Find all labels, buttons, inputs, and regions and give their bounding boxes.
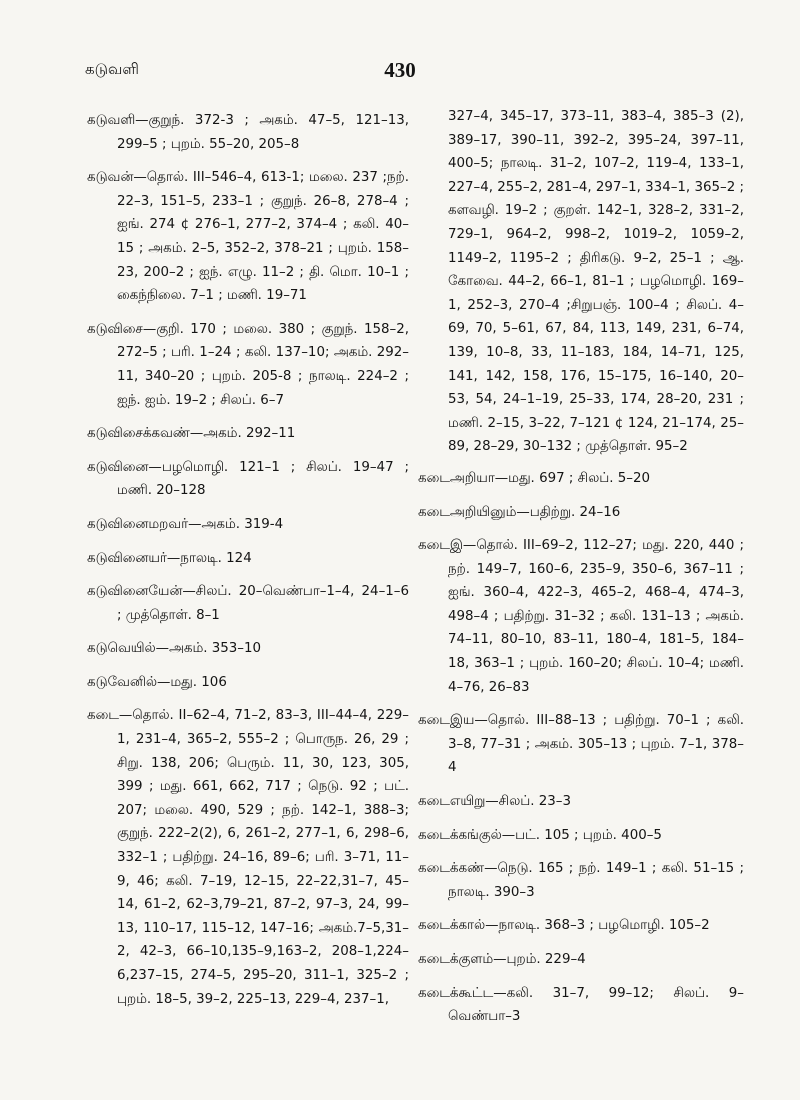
- index-entry: [87, 318, 409, 412]
- index-entry: [418, 982, 744, 1029]
- entry-headword: கடுவிசைக்கவண்: [87, 426, 190, 442]
- right-column: [418, 105, 744, 1039]
- index-entry: [87, 547, 409, 571]
- entry-headword: கடைஅறியினும்: [418, 504, 517, 520]
- entry-headword: கடுவினைமறவர்: [87, 516, 189, 532]
- entry-headword: கடுவேனில்: [87, 674, 157, 690]
- index-entry: [87, 513, 409, 537]
- index-entry: [418, 824, 744, 848]
- entry-references: —மது. 106: [156, 674, 227, 690]
- entry-headword: கடைக்கால்: [418, 918, 486, 934]
- left-column: [87, 109, 409, 1021]
- entry-references: —அகம். 292–11: [189, 426, 296, 442]
- index-entry: [418, 709, 744, 780]
- entry-references: —புறம். 229–4: [493, 952, 586, 967]
- entry-references: —அகம். 353–10: [155, 641, 262, 657]
- index-entry: [87, 637, 409, 661]
- entry-headword: கடுவினையர்: [87, 550, 167, 566]
- entry-headword: கடுவன்: [87, 170, 134, 186]
- entry-headword: கடைக்கங்குல்: [418, 827, 502, 843]
- index-entry: [87, 580, 409, 627]
- entry-headword: கடை: [87, 708, 119, 724]
- entry-references: —கலி. 31–7, 99–12; சிலப். 9–வெண்பா–3: [448, 985, 744, 1025]
- entry-references: —நாலடி. 124: [166, 550, 252, 566]
- index-entry: [418, 501, 744, 525]
- index-entry: [87, 422, 409, 446]
- index-entry: [87, 109, 409, 156]
- entry-references: —பட். 105 ; புறம். 400–5: [501, 827, 662, 843]
- entry-references: —பழமொழி. 121–1 ; சிலப். 19–47 ; மணி. 20–128: [117, 459, 409, 499]
- index-entry: [87, 671, 409, 695]
- index-entry: [87, 704, 409, 1011]
- entry-headword: கடுவினையேன்: [87, 584, 183, 600]
- entry-headword: கடைஇ: [418, 538, 463, 554]
- entry-headword: கடுவிசை: [87, 321, 143, 337]
- index-entry: [418, 914, 744, 938]
- entry-references: —சிலப். 23–3: [485, 794, 572, 810]
- entry-references: —அகம். 319-4: [188, 516, 284, 532]
- index-entry: [418, 948, 744, 972]
- entry-references: —பதிற்று. 24–16: [516, 504, 621, 520]
- entry-headword: கடைஅறியா: [418, 470, 495, 486]
- page-number: 430: [384, 58, 416, 82]
- entry-references: —தொல். III–69–2, 112–27; மது. 220, 440 ; நற். 149–7, 160–6, 235–9, 350–6, 367–11 ; ஐங். 360–4, 422–3, 465–2, 468–4, 474–3, 498–4 ; பதிற்று. 31–32 ; கலி. 131–13 ; அகம். 74–11, 80–10, 83–11, 180–4, 181–5, 184–18, 363–1 ; புறம். 160–20; சிலப். 10–4; மணி. 4–76, 26–83: [448, 538, 744, 695]
- running-head: கடுவளி: [85, 60, 139, 78]
- index-entry: [87, 456, 409, 503]
- entry-references: —தொல். II–62–4, 71–2, 83–3, III–44–4, 229–1, 231–4, 365–2, 555–2 ; பொருந. 26, 29 ; சிறு. 138, 206; பெரும். 11, 30, 123, 305, 399 ; மது. 661, 662, 717 ; நெடு. 92 ; பட். 207; மலை. 490, 529 ; நற். 142–1, 388–3; குறுந். 222–2(2), 6, 261–2, 277–1, 6, 298–6, 332–1 ; பதிற்று. 24–16, 89–6; பரி. 3–71, 11–9, 46; கலி. 7–19, 12–15, 22–22,31–7, 45–14, 61–2, 62–3,79–21, 87–2, 97–3, 24, 99–13, 110–17, 115–12, 147–16; அகம்.7–5,31–2, 42–3, 66–10,135–9,163–2, 208–1,224–6,237–15, 274–5, 295–20, 311–1, 325–2 ; புறம். 18–5, 39–2, 225–13, 229–4, 237–1,: [117, 708, 409, 1007]
- index-entry: [418, 790, 744, 814]
- entry-references: —தொல். III–88–13 ; பதிற்று. 70–1 ; கலி. 3–8, 77–31 ; அகம். 305–13 ; புறம். 7–1, 378–4: [448, 713, 744, 776]
- index-entry: [418, 467, 744, 491]
- index-entry: [418, 105, 744, 459]
- entry-references: —மது. 697 ; சிலப். 5–20: [494, 470, 650, 486]
- entry-references: —சிலப். 20–வெண்பா–1–4, 24–1–6 ; முத்தொள். 8–1: [117, 584, 409, 623]
- entry-headword: கடைஇய: [418, 713, 475, 729]
- entry-headword: கடைஎயிறு: [418, 794, 486, 810]
- index-entry: [418, 534, 744, 699]
- index-entry: [418, 857, 744, 904]
- entry-references: —நாலடி. 368–3 ; பழமொழி. 105–2: [485, 918, 710, 934]
- entry-headword: கடைக்கூட்ட: [418, 985, 494, 1001]
- entry-references: 327–4, 345–17, 373–11, 383–4, 385–3 (2), 389–17, 390–11, 392–2, 395–24, 397–11, 400–5; நாலடி. 31–2, 107–2, 119–4, 133–1, 227–4, 255–2, 281–4, 297–1, 334–1, 365–2 ; களவழி. 19–2 ; குறள். 142–1, 328–2, 331–2, 729–1, 964–2, 998–2, 1019–2, 1059–2, 1149–2, 1195–2 ; திரிகடு. 9–2, 25–1 ; ஆ. கோவை. 44–2, 66–1, 81–1 ; பழமொழி. 169–1, 252–3, 270–4 ;சிறுபஞ். 100–4 ; சிலப். 4–69, 70, 5–61, 67, 84, 113, 149, 231, 6–74, 139, 10–8, 33, 11–183, 184, 14–71, 125, 141, 142, 158, 176, 15–175, 16–140, 20–53, 54, 24–1–19, 25–33, 174, 28–20, 231 ; மணி. 2–15, 3–22, 7–121 ¢ 124, 21–174, 25–89, 28–29, 30–132 ; முத்தொள். 95–2: [448, 109, 744, 455]
- entry-headword: கடுவளி: [87, 113, 136, 128]
- entry-references: —குறுந். 372-3 ; அகம். 47–5, 121–13, 299–5 ; புறம். 55–20, 205–8: [117, 113, 409, 152]
- entry-headword: கடுவெயில்: [87, 641, 156, 657]
- entry-references: —நெடு. 165 ; நற். 149–1 ; கலி. 51–15 ; நாலடி. 390–3: [448, 861, 744, 900]
- entry-headword: கடைக்கண்: [418, 861, 485, 877]
- entry-headword: கடுவினை: [87, 459, 149, 475]
- entry-references: —தொல். III–546–4, 613-1; மலை. 237 ;நற். 22–3, 151–5, 233–1 ; குறுந். 26–8, 278–4 ; ஐங். 274 ¢ 276–1, 277–2, 374–4 ; கலி. 40–15 ; அகம். 2–5, 352–2, 378–21 ; புறம். 158–23, 200–2 ; ஐந். எழு. 11–2 ; தி. மொ. 10–1 ; கைந்நிலை. 7–1 ; மணி. 19–71: [117, 170, 409, 304]
- index-entry: [87, 166, 409, 308]
- entry-references: —குறி. 170 ; மலை. 380 ; குறுந். 158–2, 272–5 ; பரி. 1–24 ; கலி. 137–10; அகம். 292–11, 340–20 ; புறம். 205-8 ; நாலடி. 224–2 ; ஐந். ஐம். 19–2 ; சிலப். 6–7: [117, 321, 409, 408]
- entry-headword: கடைக்குளம்: [418, 952, 494, 967]
